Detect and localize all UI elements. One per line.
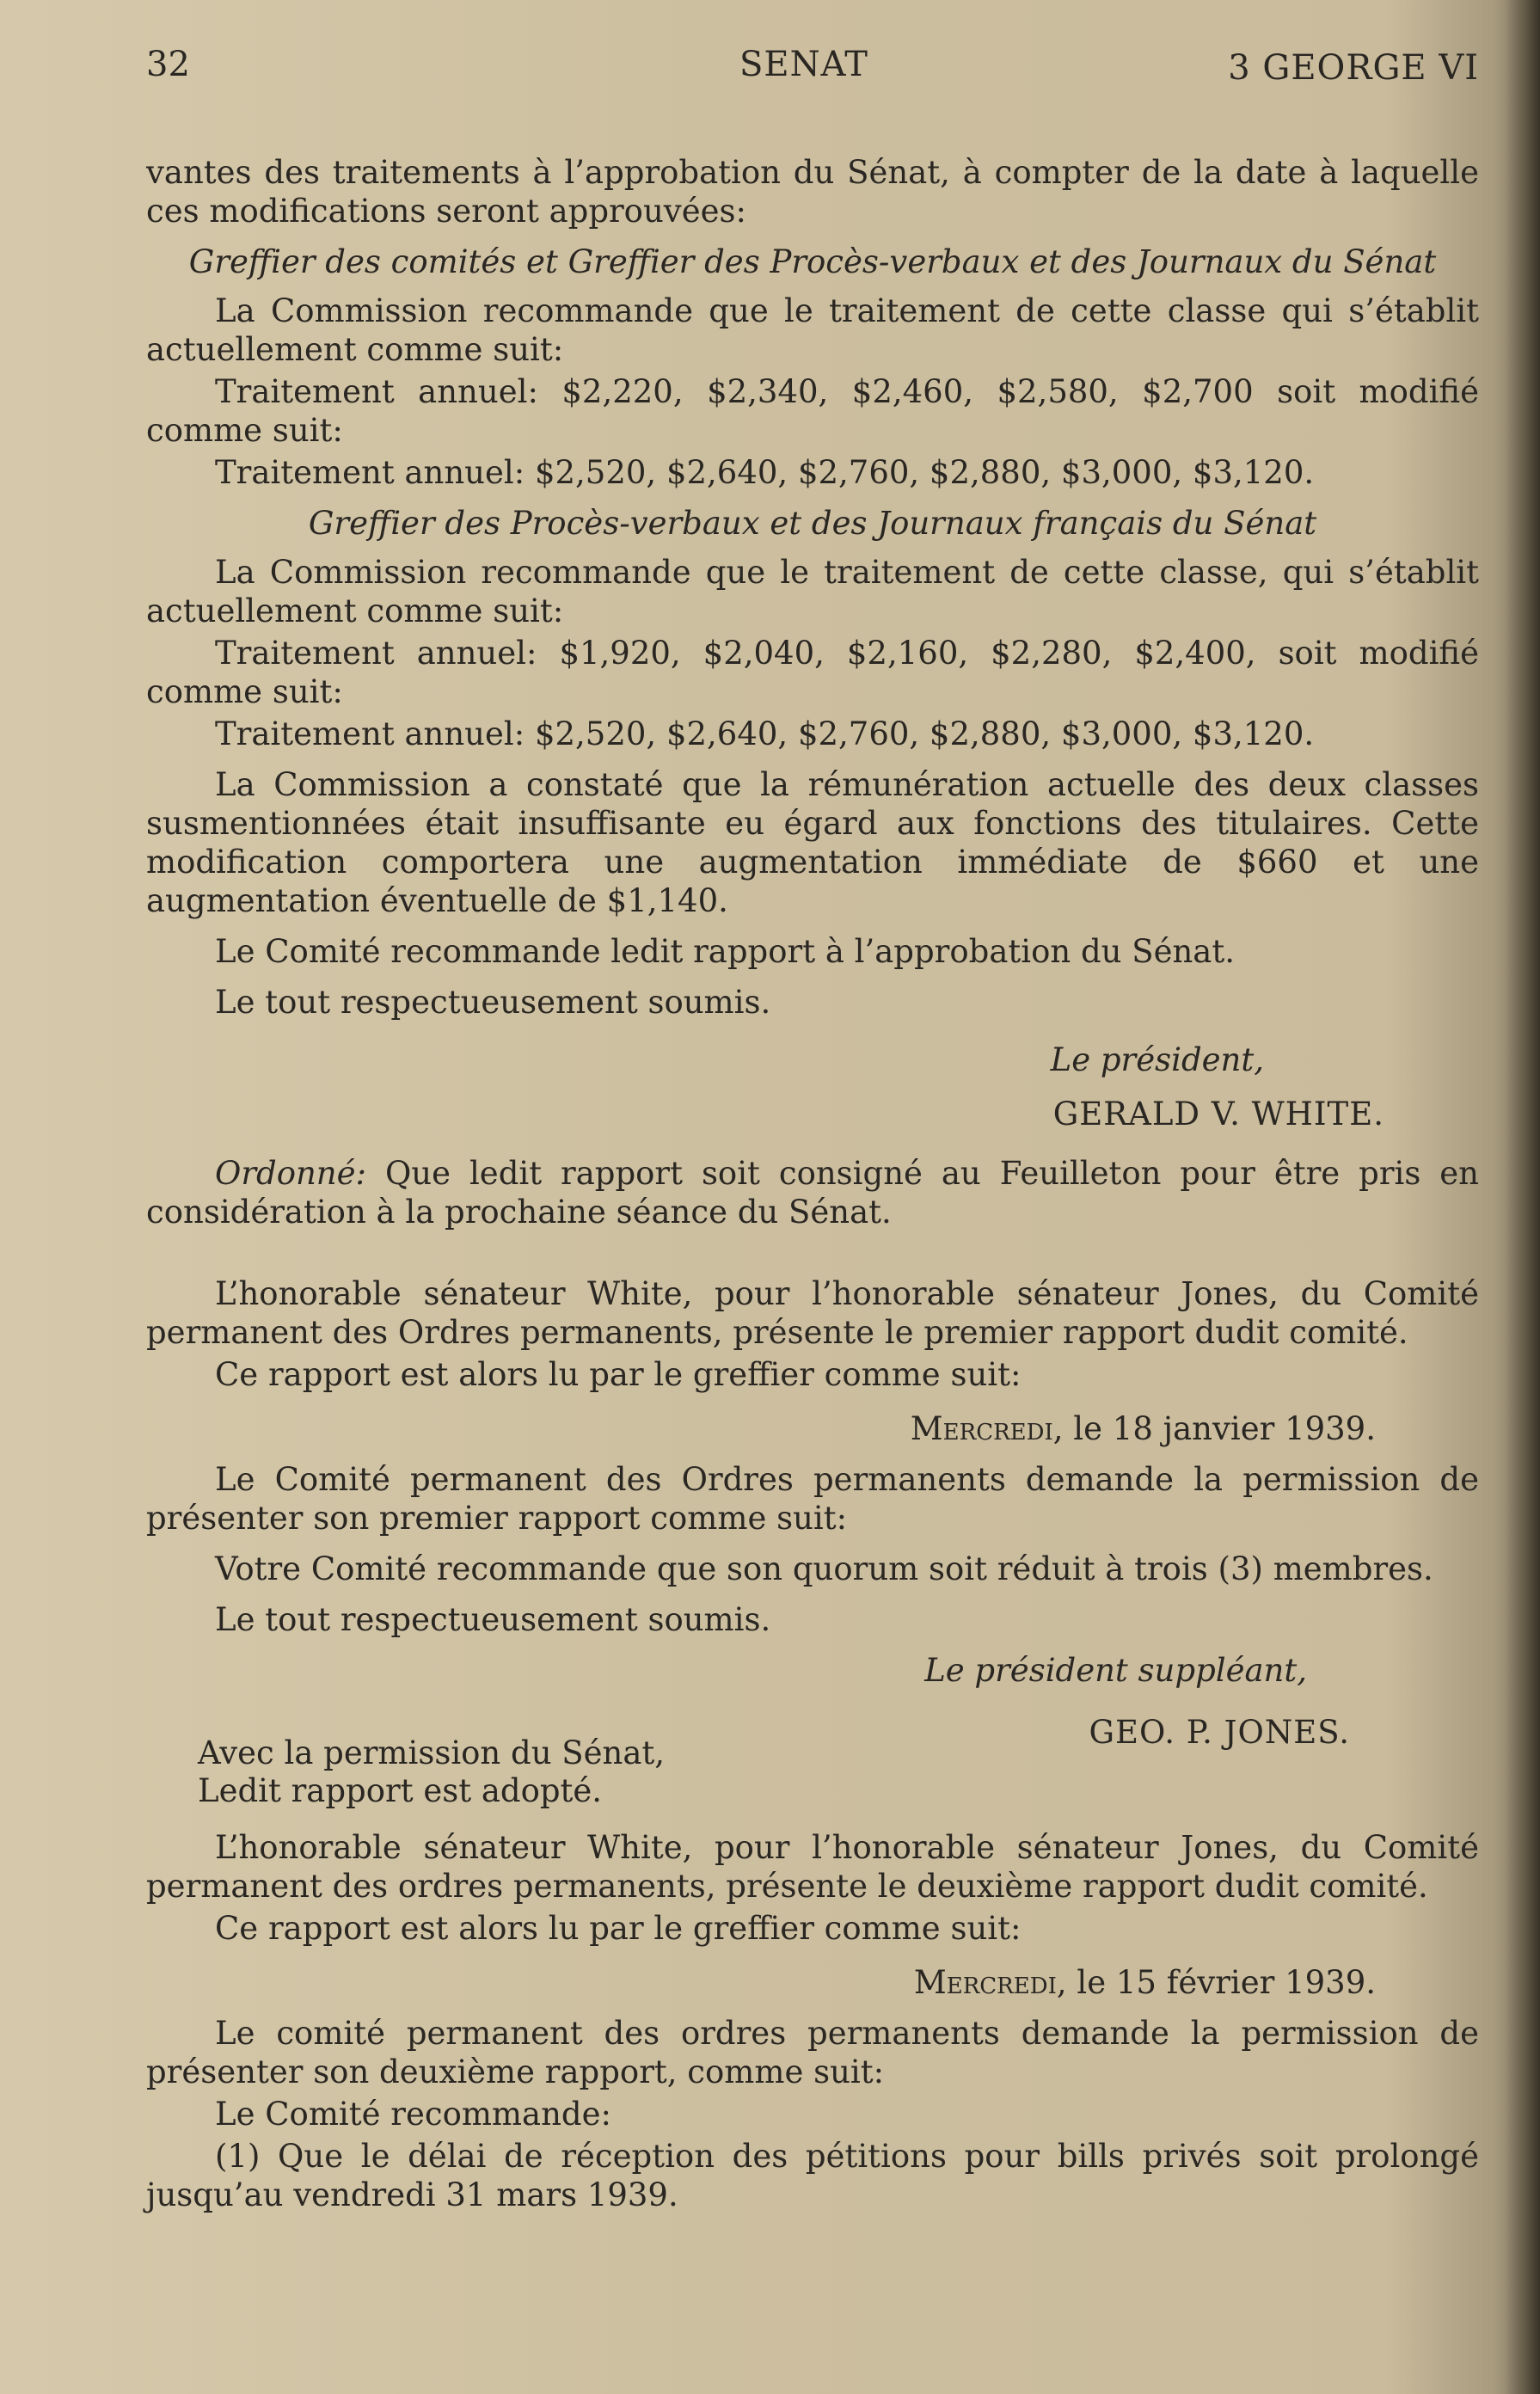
paragraph: Ce rapport est alors lu par le greffier comme suit: [215, 1910, 1022, 1947]
section-heading-greffier-comites: Greffier des comités et Greffier des Procès-verbaux et des Journaux du Sénat [188, 243, 1437, 280]
signature-name: GERALD V. WHITE. [1052, 1096, 1384, 1133]
salary-current: Traitement annuel: $2,220, $2,340, $2,460, $2,580, $2,700 soit modifié comme suit: [146, 373, 1479, 449]
date-day: Mercredi [913, 1964, 1057, 2001]
page-body [146, 153, 1479, 2226]
ordonne-label: Ordonné: [215, 1155, 367, 1192]
report-date [146, 1963, 1479, 2002]
paragraph-continuation: vantes des traitements à l’approbation du Sénat, à compter de la date à laquelle ces modifications seront approuvées: [146, 154, 1479, 230]
date-rest: , le 18 janvier 1939. [1052, 1410, 1376, 1447]
signature-title: Le président, [1050, 1041, 1264, 1078]
signature-title: Le président suppléant, [924, 1652, 1307, 1689]
date-rest: , le 15 février 1939. [1056, 1964, 1376, 2001]
report-date [146, 1409, 1479, 1448]
signature-name: GEO. P. JONES. [1089, 1714, 1350, 1751]
book-spine-shadow [1506, 0, 1540, 2394]
spacer [146, 1243, 1479, 1274]
running-header [146, 45, 1479, 96]
paragraph: Le Comité recommande: [215, 2096, 611, 2133]
paragraph: La Commission recommande que le traitement de cette classe qui s’établit actuellement comme suit: [146, 292, 1479, 368]
paragraph: Le Comité permanent des Ordres permanents demande la permission de présenter son premier rapport comme suit: [146, 1461, 1479, 1537]
paragraph: Le Comité recommande ledit rapport à l’approbation du Sénat. [215, 933, 1235, 970]
paragraph: L’honorable sénateur White, pour l’honorable sénateur Jones, du Comité permanent des ordres permanents, présente le deuxième rapport dudit comité. [146, 1829, 1479, 1905]
paragraph: Ce rapport est alors lu par le greffier comme suit: [215, 1356, 1022, 1393]
date-day: Mercredi [910, 1410, 1053, 1447]
salary-new: Traitement annuel: $2,520, $2,640, $2,760, $2,880, $3,000, $3,120. [215, 454, 1315, 491]
salary-new: Traitement annuel: $2,520, $2,640, $2,760, $2,880, $3,000, $3,120. [215, 715, 1315, 752]
header-session: 3 GEORGE VI [1228, 48, 1479, 88]
adoption-line: Avec la permission du Sénat, [198, 1734, 666, 1771]
paragraph: Votre Comité recommande que son quorum soit réduit à trois (3) membres. [215, 1550, 1433, 1587]
paragraph: (1) Que le délai de réception des pétitions pour bills privés soit prolongé jusqu’au vendredi 31 mars 1939. [146, 2138, 1479, 2213]
adoption-line: Ledit rapport est adopté. [198, 1772, 603, 1809]
paragraph: L’honorable sénateur White, pour l’honorable sénateur Jones, du Comité permanent des Ordres permanents, présente le premier rapport dudit comité. [146, 1275, 1479, 1351]
section-heading-greffier-francais: Greffier des Procès-verbaux et des Journaux français du Sénat [308, 505, 1317, 542]
paragraph: La Commission a constaté que la rémunération actuelle des deux classes susmentionnées était insuffisante eu égard aux fonctions des titulaires. Cette modification comportera une augmentation immédiate de $660 et une augmentation éventuelle de $1,140. [146, 766, 1479, 919]
paragraph: Le comité permanent des ordres permanents demande la permission de présenter son deuxième rapport, comme suit: [146, 2015, 1479, 2090]
header-title: SENAT [739, 45, 868, 84]
ordonne-text: Que ledit rapport soit consigné au Feuilleton pour être pris en considération à la prochaine séance du Sénat. [146, 1155, 1479, 1231]
ordonne-paragraph [146, 1154, 1479, 1231]
page-number: 32 [146, 45, 190, 84]
paragraph: Le tout respectueusement soumis. [215, 984, 771, 1021]
paragraph: La Commission recommande que le traitement de cette classe, qui s’établit actuellement comme suit: [146, 554, 1479, 629]
paragraph: Le tout respectueusement soumis. [215, 1601, 771, 1638]
signature-block [146, 1651, 1479, 1809]
salary-current: Traitement annuel: $1,920, $2,040, $2,160, $2,280, $2,400, soit modifié comme suit: [146, 635, 1479, 710]
